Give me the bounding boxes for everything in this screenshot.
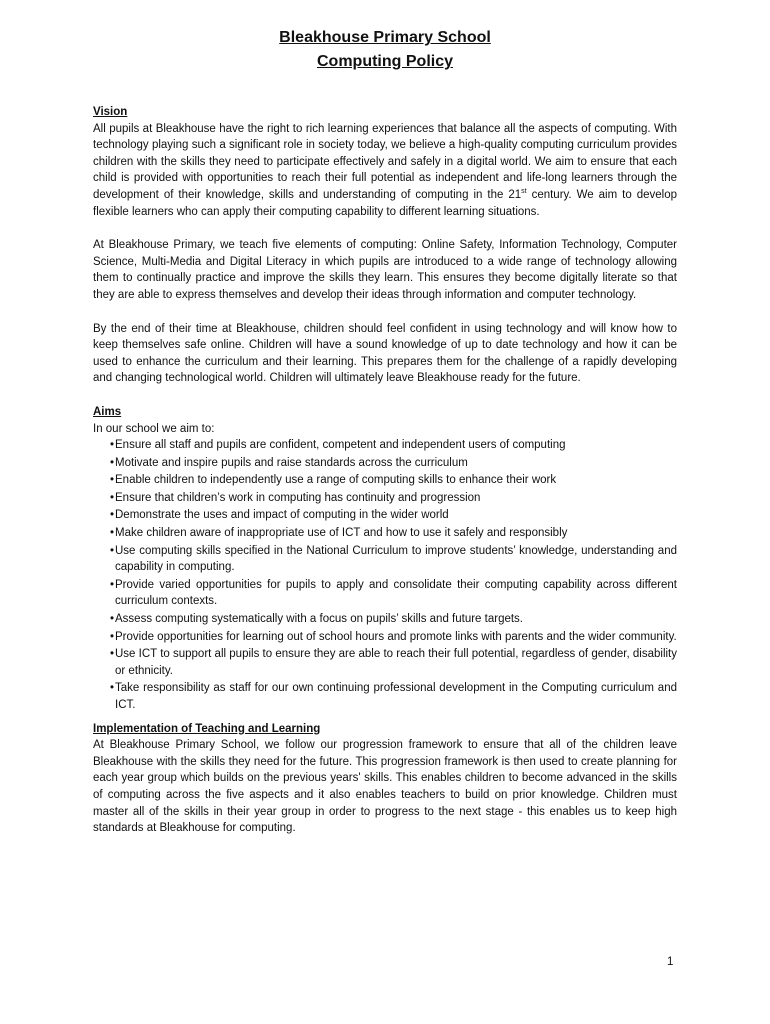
vision-paragraph-1 <box>93 121 677 221</box>
list-item-text: Enable children to independently use a range of computing skills to enhance their work <box>115 474 557 487</box>
list-item-text: Ensure that children’s work in computing has continuity and progression <box>115 491 481 504</box>
bullet-icon: • <box>109 491 114 504</box>
list-item <box>93 525 677 542</box>
document-page <box>93 26 677 837</box>
bullet-icon: • <box>109 682 114 695</box>
list-item <box>93 543 677 576</box>
list-item <box>93 437 677 454</box>
list-item-text: Assess computing systematically with a focus on pupils’ skills and future targets. <box>115 613 524 626</box>
list-item-text: Demonstrate the uses and impact of computing in the wider world <box>115 509 449 522</box>
bullet-icon: • <box>109 578 114 591</box>
list-item-text: Use computing skills specified in the National Curriculum to improve students’ knowledge, understanding and capability in computing. <box>115 544 677 574</box>
list-item <box>93 472 677 489</box>
list-item <box>93 490 677 507</box>
list-item <box>93 507 677 524</box>
bullet-icon: • <box>109 474 114 487</box>
list-item-text: Make children aware of inappropriate use of ICT and how to use it safely and responsibly <box>115 527 568 540</box>
list-item <box>93 577 677 610</box>
vision-p1-text: All pupils at Bleakhouse have the right to rich learning experiences that balance all the aspects of computing. With technology playing such a significant role in society today, we believe a high-quality computing curriculum provides children with the skills they need to participate effectively and safely in a digital world. We aim to ensure that each child is provided with opportunities to reach their full potential as independent and life-long learners through the development of their knowledge, skills and understanding of computing in the 21 <box>93 122 677 201</box>
implementation-section <box>93 721 677 837</box>
list-item <box>93 629 677 646</box>
bullet-icon: • <box>109 648 114 661</box>
list-item <box>93 611 677 628</box>
policy-title: Computing Policy <box>317 53 453 70</box>
implementation-paragraph: At Bleakhouse Primary School, we follow our progression framework to ensure that all of the children leave Bleakhouse with the skills they need for the future. This progression framework is then used to create planning for each year group which builds on the previous years' skills. This enables children to become advanced in the skills of computing across the five aspects and it also enables teachers to build on prior knowledge. Children must master all of the skills in their year group in order to progress to the next stage - this enables us to keep high standards at Bleakhouse for computing. <box>93 739 677 835</box>
list-item <box>93 680 677 713</box>
aims-list <box>93 437 677 714</box>
bullet-icon: • <box>109 544 114 557</box>
bullet-icon: • <box>109 630 114 643</box>
list-item <box>93 455 677 472</box>
school-name: Bleakhouse Primary School <box>279 29 491 46</box>
page-number: 1 <box>667 956 674 968</box>
list-item <box>93 646 677 679</box>
vision-p1-text-end: century. We aim to develop flexible learners who can apply their computing capability to different learning situations. <box>93 188 677 218</box>
list-item-text: Ensure all staff and pupils are confident, competent and independent users of computing <box>115 439 566 452</box>
bullet-icon: • <box>109 613 114 626</box>
vision-section <box>93 104 677 387</box>
bullet-icon: • <box>109 456 114 469</box>
vision-heading: Vision <box>93 106 128 118</box>
vision-paragraph-2: At Bleakhouse Primary, we teach five elements of computing: Online Safety, Information Technology, Computer Science, Multi-Media and Digital Literacy in which pupils are introduced to a wide range of technology allowing them to continually practice and improve the skills they learn. This ensures they become digitally literate so that they are able to express themselves and develop their ideas through information and computer technology. <box>93 239 677 301</box>
list-item-text: Take responsibility as staff for our own continuing professional development in the Computing curriculum and ICT. <box>115 682 677 711</box>
aims-section <box>93 404 677 714</box>
list-item-text: Use ICT to support all pupils to ensure they are able to reach their full potential, regardless of gender, disability or ethnicity. <box>115 648 677 677</box>
aims-intro: In our school we aim to: <box>93 422 215 435</box>
list-item-text: Motivate and inspire pupils and raise standards across the curriculum <box>115 456 468 469</box>
implementation-heading: Implementation of Teaching and Learning <box>93 722 321 735</box>
bullet-icon: • <box>109 509 114 522</box>
bullet-icon: • <box>109 527 114 540</box>
document-title <box>93 26 677 74</box>
vision-paragraph-3: By the end of their time at Bleakhouse, children should feel confident in using technology and will know how to keep themselves safe online. Children will have a sound knowledge of up to date technology and how it can be used to enhance the curriculum and their learning. This prepares them for the challenge of a rapidly developing and changing technological world. Children will ultimately leave Bleakhouse ready for the future. <box>93 322 677 385</box>
list-item-text: Provide opportunities for learning out of school hours and promote links with parents and the wider community. <box>115 630 677 643</box>
bullet-icon: • <box>109 439 114 452</box>
ordinal-suffix: st <box>521 188 527 196</box>
aims-heading: Aims <box>93 405 122 418</box>
list-item-text: Provide varied opportunities for pupils to apply and consolidate their computing capability across different curriculum contexts. <box>115 578 677 608</box>
